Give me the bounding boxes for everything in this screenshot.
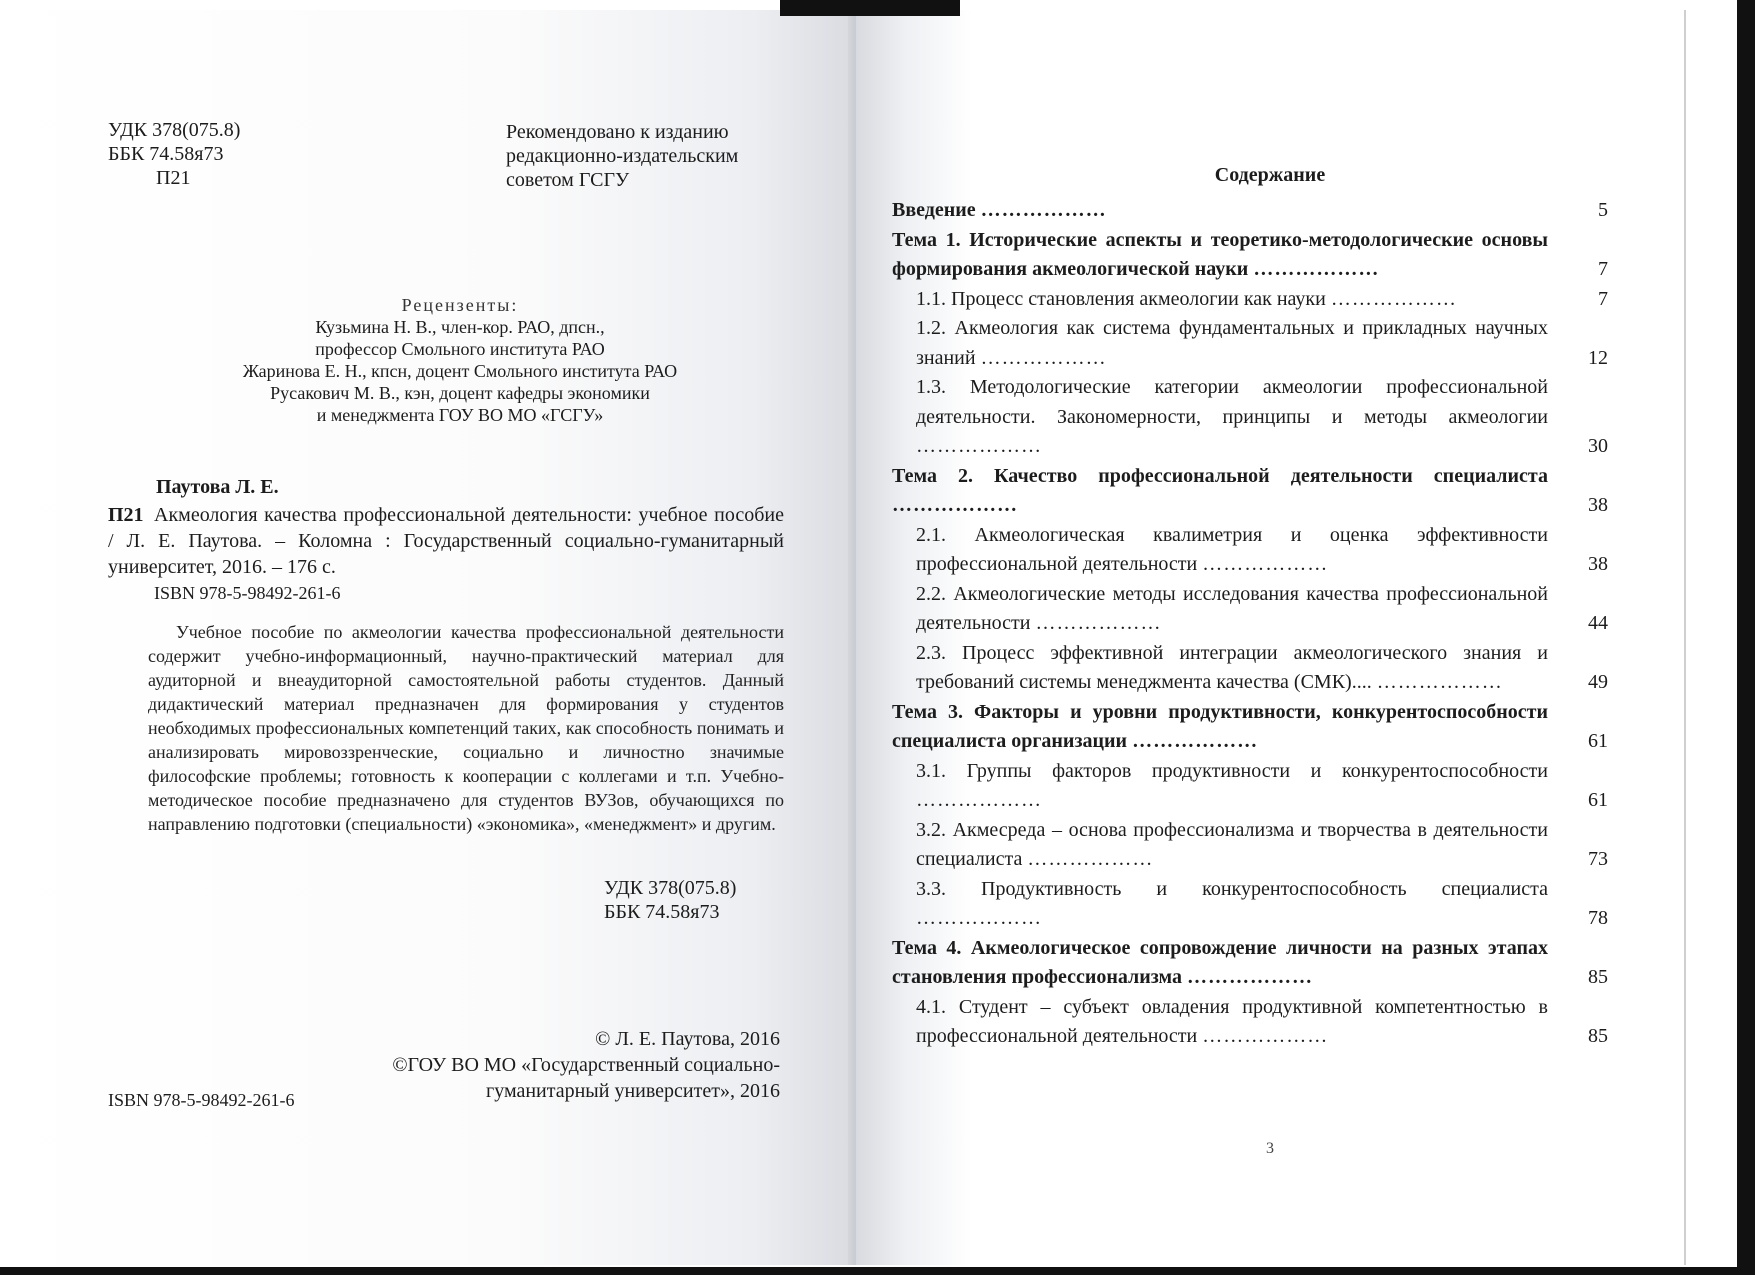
toc-title: Содержание	[1214, 164, 1326, 186]
toc-leader-dots: ………………	[1035, 612, 1162, 634]
toc-leader-dots: ………………	[916, 789, 1042, 811]
toc-leader-dots: ………………	[1202, 1025, 1329, 1047]
recommendation-line: советом ГСГУ	[506, 169, 630, 191]
toc-page-number: 78	[1588, 907, 1608, 929]
toc-page-number: 49	[1588, 671, 1608, 693]
bbk-code-bottom: ББК 74.58я73	[604, 901, 720, 923]
reviewer-line: Русакович М. В., кэн, доцент кафедры экономики	[270, 383, 650, 403]
toc-page-number: 38	[1588, 494, 1608, 516]
toc-page-number: 61	[1588, 730, 1608, 752]
scan-border	[0, 1267, 1755, 1275]
toc-leader-dots: ………………	[1330, 287, 1457, 310]
reviewers-heading: Рецензенты:	[401, 295, 519, 315]
reviewer-line: профессор Смольного института РАО	[315, 339, 605, 359]
reviewer-line: Кузьмина Н. В., член-кор. РАО, дпсн.,	[315, 317, 605, 337]
toc-entry-text: Введение ………………	[892, 199, 1107, 221]
right-page	[856, 10, 1686, 1265]
toc-page-number: 30	[1588, 435, 1608, 457]
toc-entry-text: 3.2. Акмесреда – основа профессионализма и творчества в деятельности специалиста ………………	[916, 818, 1548, 870]
page-number: 3	[1266, 1140, 1274, 1157]
copyright-org: гуманитарный университет», 2016	[486, 1080, 780, 1102]
toc-leader-dots: ………………	[1202, 553, 1329, 575]
toc-entry-text: 4.1. Студент – субъект овладения продуктивной компетентностью в профессиональной деятельности ………………	[916, 995, 1548, 1047]
toc-entry-text: Тема 3. Факторы и уровни продуктивности, конкурентоспособности специалиста организации ………………	[892, 700, 1548, 752]
toc-page-number: 73	[1588, 848, 1608, 870]
toc-page-number: 38	[1588, 553, 1608, 575]
toc-entry	[892, 639, 1608, 698]
toc-entry-text: Тема 4. Акмеологическое сопровождение личности на разных этапах становления профессионализма ………………	[892, 936, 1548, 988]
toc-entry	[892, 285, 1608, 315]
author-name: Паутова Л. Е.	[156, 476, 279, 498]
toc-leader-dots: ………………	[1376, 671, 1503, 693]
toc-entry-text: Тема 1. Исторические аспекты и теоретико-методологические основы формирования акмеологической науки ………………	[892, 228, 1548, 280]
bib-text: Акмеология качества профессиональной деятельности: учебное пособие / Л. Е. Паутова. – Коломна : Государственный социально-гуманитарный университет, 2016. – 176 с.	[108, 504, 784, 578]
toc-page-number: 85	[1588, 1025, 1608, 1047]
toc-page-number: 44	[1588, 612, 1608, 634]
isbn-bottom: ISBN 978-5-98492-261-6	[108, 1090, 295, 1110]
toc-leader-dots: ………………	[980, 346, 1107, 369]
toc-entry-text: 2.2. Акмеологические методы исследования качества профессиональной деятельности ………………	[916, 582, 1548, 634]
udk-bottom-block	[604, 876, 736, 924]
toc-entry-text: Тема 2. Качество профессиональной деятельности специалиста ………………	[892, 464, 1548, 516]
toc-entry-text: 2.1. Акмеологическая квалиметрия и оценка эффективности профессиональной деятельности ………………	[916, 523, 1548, 575]
bbk-code: ББК 74.58я73	[108, 143, 224, 165]
bibliographic-record	[108, 502, 784, 606]
toc-page-number: 85	[1588, 966, 1608, 988]
udk-code: УДК 378(075.8)	[108, 119, 241, 141]
toc-entry	[892, 934, 1608, 993]
toc-entry	[892, 226, 1608, 285]
toc-leader-dots: ………………	[1027, 848, 1154, 870]
toc-entry-text: 3.1. Группы факторов продуктивности и конкурентоспособности ………………	[916, 759, 1548, 811]
toc-entry-text: 1.2. Акмеология как система фундаментальных и прикладных научных знаний ………………	[916, 317, 1548, 369]
bib-description	[108, 502, 784, 580]
abstract-text: Учебное пособие по акмеологии качества профессиональной деятельности содержит учебно-информационный, научно-практический материал для аудиторной и внеаудиторной самостоятельной работы студентов. Данный дидактический материал предназначен для формирования у студентов необходимых профессиональных компетенций таких, как способность понимать и анализировать мировоззренческие, социально и личностно значимые философские проблемы; готовность к кооперации с коллегами и т.п. Учебно-методическое пособие предназначено для студентов ВУЗов, обучающихся по направлению подготовки (специальности) «экономика», «менеджмент» и другим.	[148, 622, 784, 834]
toc-entry-text: 1.1. Процесс становления акмеологии как науки ………………	[916, 287, 1457, 310]
toc-page-number: 7	[1598, 258, 1608, 280]
recommendation-line: Рекомендовано к изданию	[506, 121, 729, 143]
udk-block	[108, 118, 348, 190]
toc-entry	[892, 993, 1608, 1052]
toc-entry	[892, 757, 1608, 816]
bib-isbn: ISBN 978-5-98492-261-6	[154, 583, 341, 603]
copyright-block	[330, 1026, 780, 1104]
toc-page-number: 61	[1588, 789, 1608, 811]
toc-page-number: 5	[1598, 199, 1608, 221]
udk-code-bottom: УДК 378(075.8)	[604, 877, 737, 899]
toc-leader-dots: ………………	[1253, 258, 1380, 280]
recommendation-line: редакционно-издательским	[506, 145, 739, 167]
toc-entry	[892, 698, 1608, 757]
toc-entry	[892, 196, 1608, 226]
toc-entry	[892, 580, 1608, 639]
toc-page-number: 7	[1598, 287, 1608, 310]
toc-leader-dots: ………………	[916, 435, 1042, 457]
toc-entry	[892, 314, 1608, 373]
toc-entry-text: 1.3. Методологические категории акмеологии профессиональной деятельности. Закономерности, принципы и методы акмеологии ………………	[916, 376, 1548, 457]
toc-page-number: 12	[1588, 346, 1608, 369]
scan-border	[1737, 0, 1755, 1275]
toc-entry-text: 3.3. Продуктивность и конкурентоспособность специалиста ………………	[916, 877, 1548, 929]
scan-border	[780, 0, 960, 16]
toc-leader-dots: ………………	[1132, 730, 1259, 752]
toc-entry	[892, 462, 1608, 521]
toc-leader-dots: ………………	[1187, 966, 1314, 988]
reviewer-line: Жаринова Е. Н., кпсн, доцент Смольного института РАО	[242, 361, 678, 381]
reviewers-block	[210, 294, 710, 426]
toc-leader-dots: ………………	[916, 907, 1042, 929]
toc-entry	[892, 875, 1608, 934]
recommendation-block	[506, 120, 806, 192]
toc-entry	[892, 373, 1608, 462]
author-mark: П21	[156, 167, 191, 189]
toc-entry-text: 2.3. Процесс эффективной интеграции акмеологического знания и требований системы менеджмента качества (СМК).... ………………	[916, 641, 1548, 693]
table-of-contents	[892, 196, 1608, 1052]
copyright-author: © Л. Е. Паутова, 2016	[595, 1028, 780, 1050]
toc-entry	[892, 816, 1608, 875]
bib-label: П21	[108, 504, 144, 526]
toc-leader-dots: ………………	[892, 494, 1018, 516]
copyright-org: ©ГОУ ВО МО «Государственный социально-	[392, 1054, 780, 1076]
reviewer-line: и менеджмента ГОУ ВО МО «ГСГУ»	[316, 405, 604, 425]
toc-entry	[892, 521, 1608, 580]
toc-leader-dots: ………………	[980, 199, 1107, 221]
left-page	[0, 10, 856, 1265]
